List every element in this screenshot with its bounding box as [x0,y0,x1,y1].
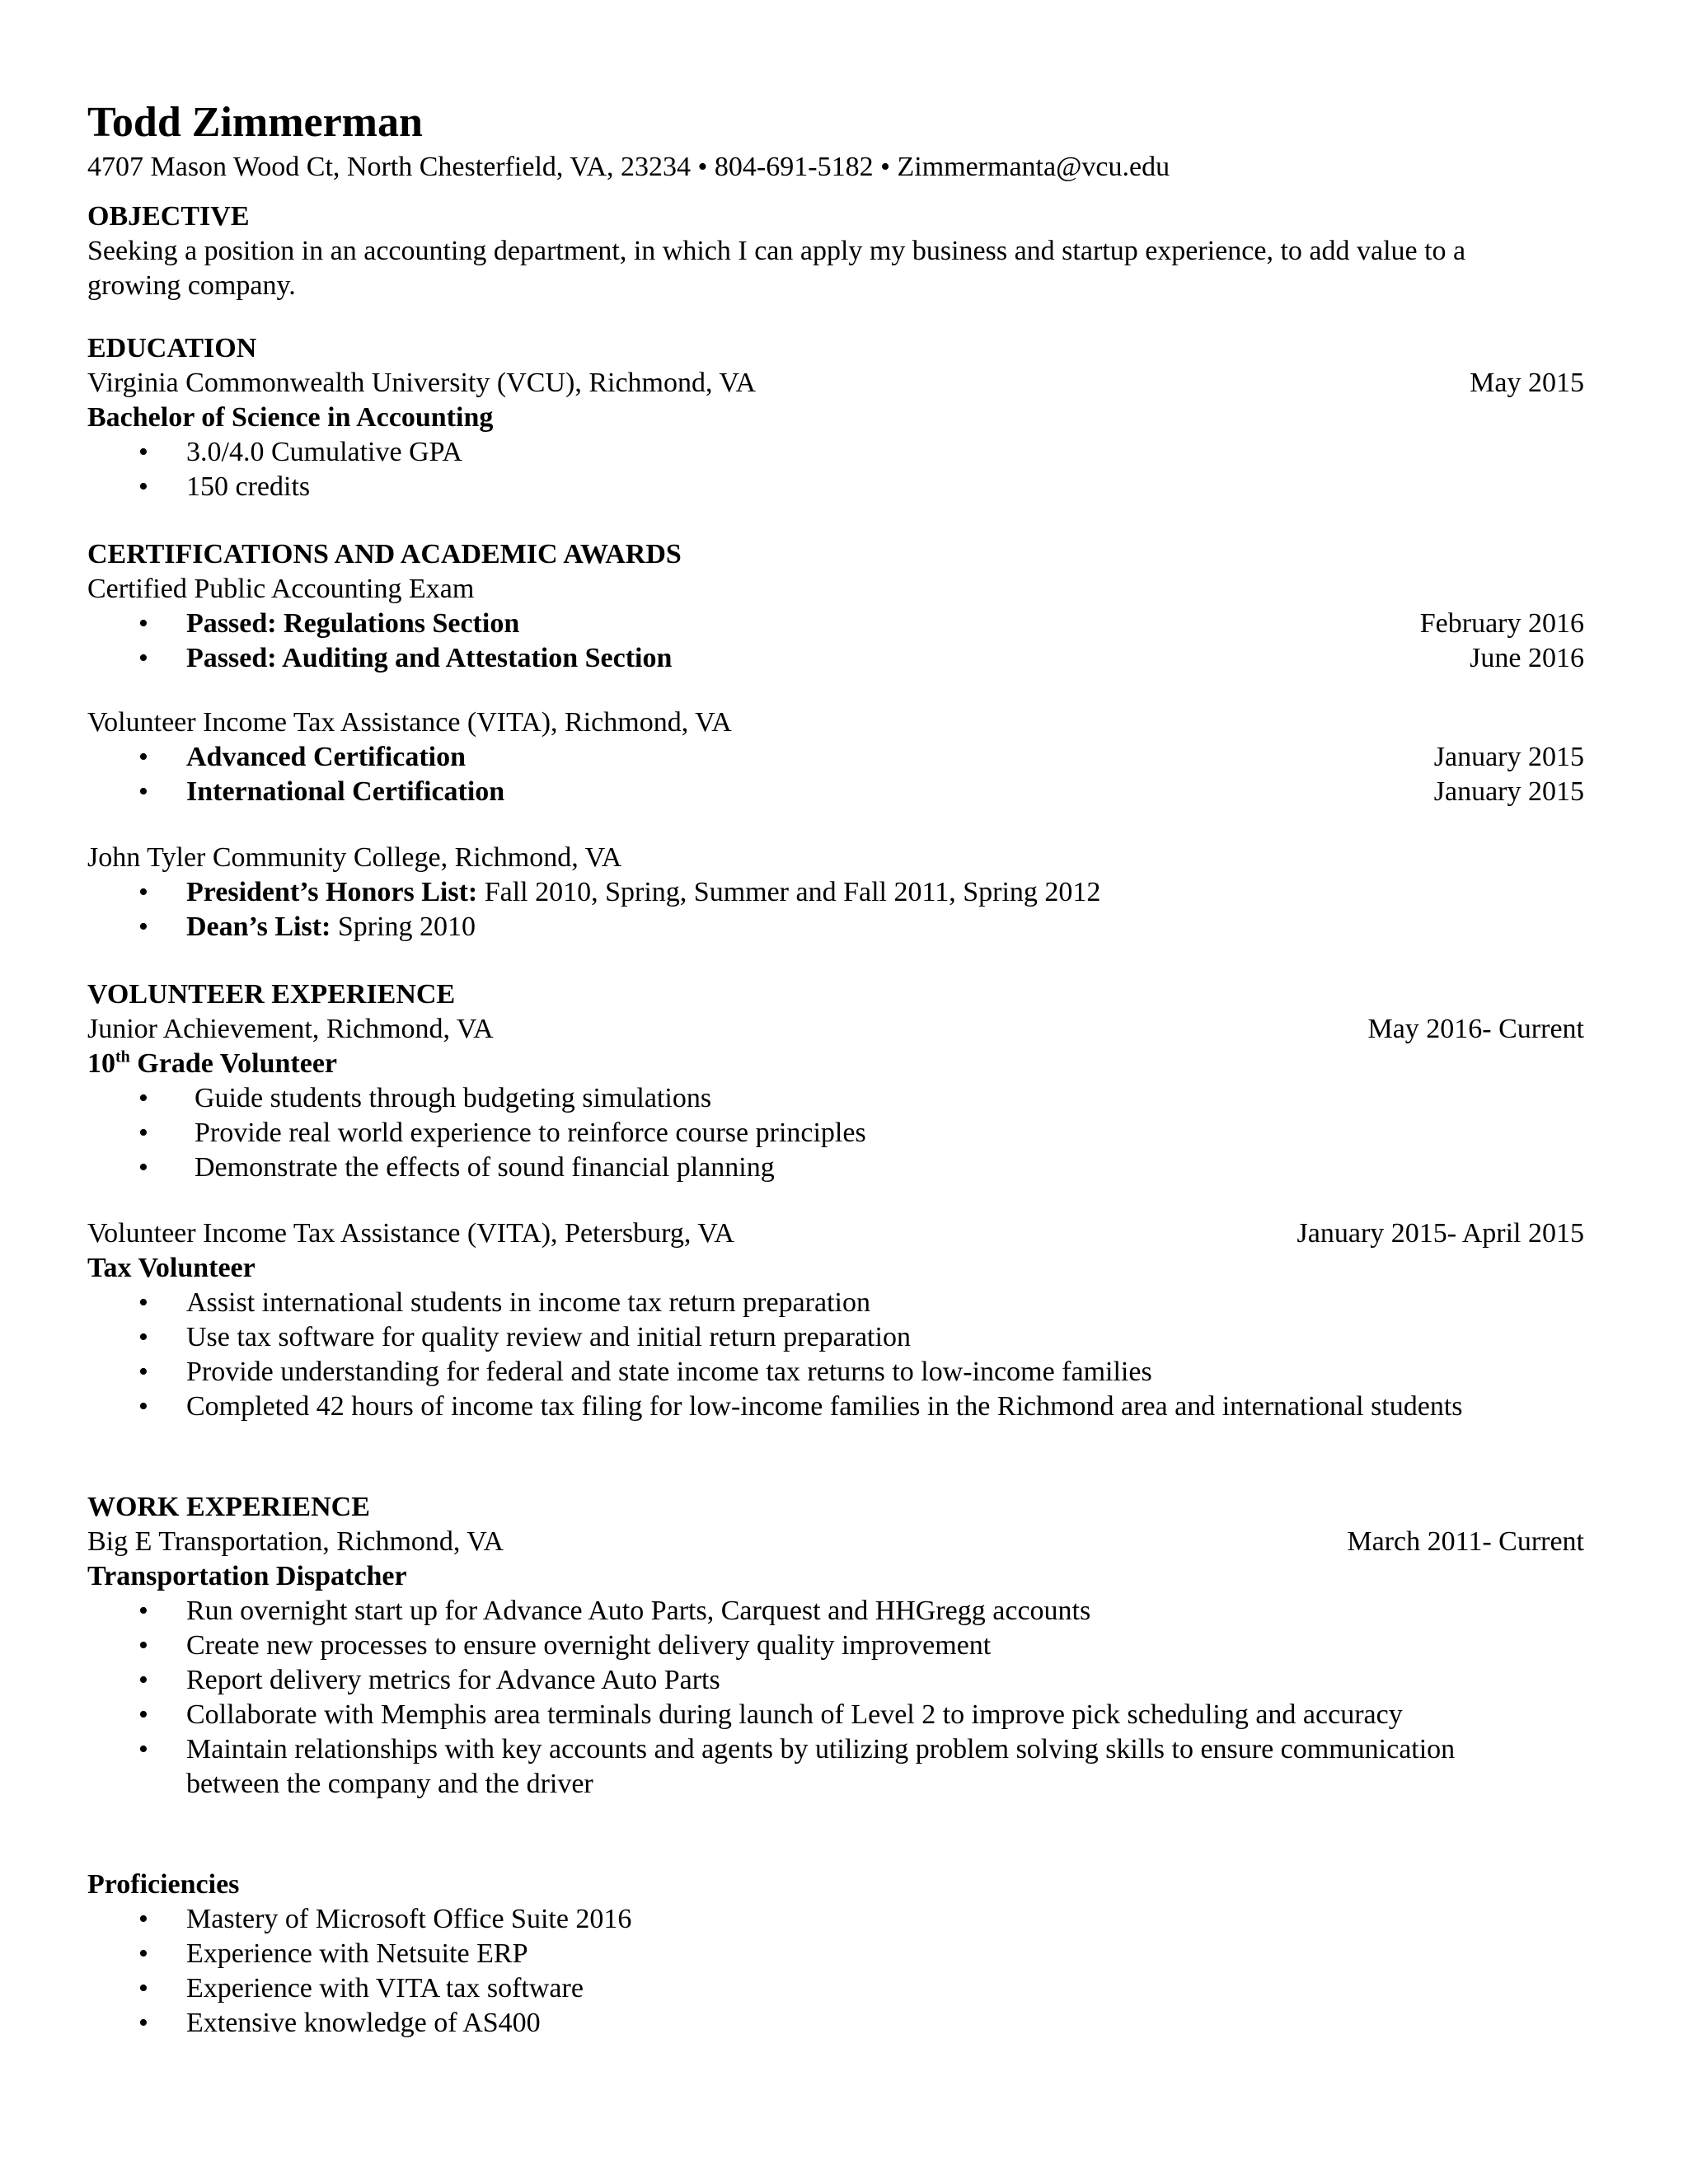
list-item-text: Use tax software for quality review and initial return preparation [186,1322,911,1352]
bullet-icon: • [138,877,148,907]
objective-heading: OBJECTIVE [87,201,250,232]
education-school: Virginia Commonwealth University (VCU), Richmond, VA [87,368,757,398]
honor-detail: Spring 2010 [331,912,476,942]
bullet-icon: • [138,912,148,942]
list-item-text: Assist international students in income tax return preparation [186,1287,870,1318]
proficiencies-heading: Proficiencies [87,1869,240,1900]
ja-role-suffix: th [115,1047,130,1066]
education-date: May 2015 [1470,368,1584,398]
work-date: March 2011- Current [1347,1526,1584,1557]
bullet-icon: • [138,1391,148,1422]
list-item-text: Passed: Regulations Section [186,608,520,639]
objective-text-line-1: Seeking a position in an accounting department, in which I can apply my business and startup experience, to add value to a [87,236,1466,266]
list-item-text: Run overnight start up for Advance Auto Parts, Carquest and HHGregg accounts [186,1596,1091,1626]
list-item-text [186,875,1100,910]
vita-volunteer-entry [87,1216,1584,1251]
honor-label: Dean’s List: [186,912,331,942]
contact-info: 4707 Mason Wood Ct, North Chesterfield, VA, 23234 • 804-691-5182 • Zimmermanta@vcu.edu [87,152,1170,182]
bullet-icon: • [138,1287,148,1318]
bullet-icon: • [138,1665,148,1695]
list-item-text: between the company and the driver [186,1769,593,1799]
bullet-icon: • [138,1152,148,1183]
list-item-text: Mastery of Microsoft Office Suite 2016 [186,1904,632,1934]
bullet-icon: • [138,1699,148,1730]
bullet-icon: • [138,437,148,467]
honor-label: President’s Honors List: [186,877,478,907]
list-item-text: Experience with VITA tax software [186,1973,584,2004]
list-item-text: Experience with Netsuite ERP [186,1938,528,1969]
list-item-text: Completed 42 hours of income tax filing for low-income families in the Richmond area and international students [186,1391,1463,1422]
ja-entry [87,1012,1584,1047]
education-degree: Bachelor of Science in Accounting [87,402,494,433]
ja-role-rest: Grade Volunteer [129,1048,338,1079]
education-heading: EDUCATION [87,333,257,363]
bullet-icon: • [138,1734,148,1765]
list-item-date: January 2015 [1433,776,1584,807]
vita-cert-title: Volunteer Income Tax Assistance (VITA), Richmond, VA [87,707,732,738]
list-item-text: Provide understanding for federal and state income tax returns to low-income families [186,1357,1152,1387]
list-item-text: 150 credits [186,471,311,502]
bullet-icon: • [138,1596,148,1626]
list-item-text: Provide real world experience to reinforce course principles [195,1118,866,1148]
bullet-icon: • [138,1357,148,1387]
jtcc-title: John Tyler Community College, Richmond, VA [87,842,622,873]
list-item-text: Passed: Auditing and Attestation Section [186,643,673,673]
list-item-date: June 2016 [1470,643,1584,673]
list-item-date: February 2016 [1419,608,1584,639]
list-item-text: Collaborate with Memphis area terminals during launch of Level 2 to improve pick scheduling and accuracy [186,1699,1403,1730]
bullet-icon: • [138,1630,148,1661]
bullet-icon: • [138,1322,148,1352]
bullet-icon: • [138,1118,148,1148]
ja-date: May 2016- Current [1367,1014,1584,1044]
certifications-heading: CERTIFICATIONS AND ACADEMIC AWARDS [87,539,682,569]
bullet-icon: • [138,1083,148,1113]
list-item-text: Guide students through budgeting simulations [195,1083,712,1113]
vita-volunteer-date: January 2015- April 2015 [1296,1218,1584,1249]
resume-name: Todd Zimmerman [87,99,423,146]
education-entry [87,366,1584,401]
bullet-icon: • [138,742,148,772]
list-item-text: International Certification [186,776,505,807]
list-item-text: Demonstrate the effects of sound financial planning [195,1152,775,1183]
work-org: Big E Transportation, Richmond, VA [87,1526,504,1557]
ja-role [87,1047,1584,1081]
volunteer-heading: VOLUNTEER EXPERIENCE [87,979,456,1010]
vita-volunteer-org: Volunteer Income Tax Assistance (VITA), Petersburg, VA [87,1218,734,1249]
bullet-icon: • [138,776,148,807]
bullet-icon: • [138,1904,148,1934]
bullet-icon: • [138,471,148,502]
list-item-text: Extensive knowledge of AS400 [186,2008,541,2038]
bullet-icon: • [138,1973,148,2004]
work-entry [87,1525,1584,1559]
bullet-icon: • [138,643,148,673]
list-item-text: 3.0/4.0 Cumulative GPA [186,437,462,467]
list-item-text: Create new processes to ensure overnight delivery quality improvement [186,1630,992,1661]
vita-volunteer-role: Tax Volunteer [87,1253,256,1283]
honor-detail: Fall 2010, Spring, Summer and Fall 2011, Spring 2012 [477,877,1101,907]
objective-text-line-2: growing company. [87,270,296,301]
ja-org: Junior Achievement, Richmond, VA [87,1014,494,1044]
bullet-icon: • [138,608,148,639]
list-item-text: Maintain relationships with key accounts and agents by utilizing problem solving skills to ensure communication [186,1734,1456,1765]
cpa-exam-title: Certified Public Accounting Exam [87,574,475,604]
list-item-text [186,910,476,944]
list-item-date: January 2015 [1433,742,1584,772]
ja-role-number: 10 [87,1048,115,1079]
work-heading: WORK EXPERIENCE [87,1492,370,1522]
list-item-text: Advanced Certification [186,742,467,772]
bullet-icon: • [138,1938,148,1969]
work-role: Transportation Dispatcher [87,1561,407,1591]
list-item-text: Report delivery metrics for Advance Auto Parts [186,1665,720,1695]
bullet-icon: • [138,2008,148,2038]
